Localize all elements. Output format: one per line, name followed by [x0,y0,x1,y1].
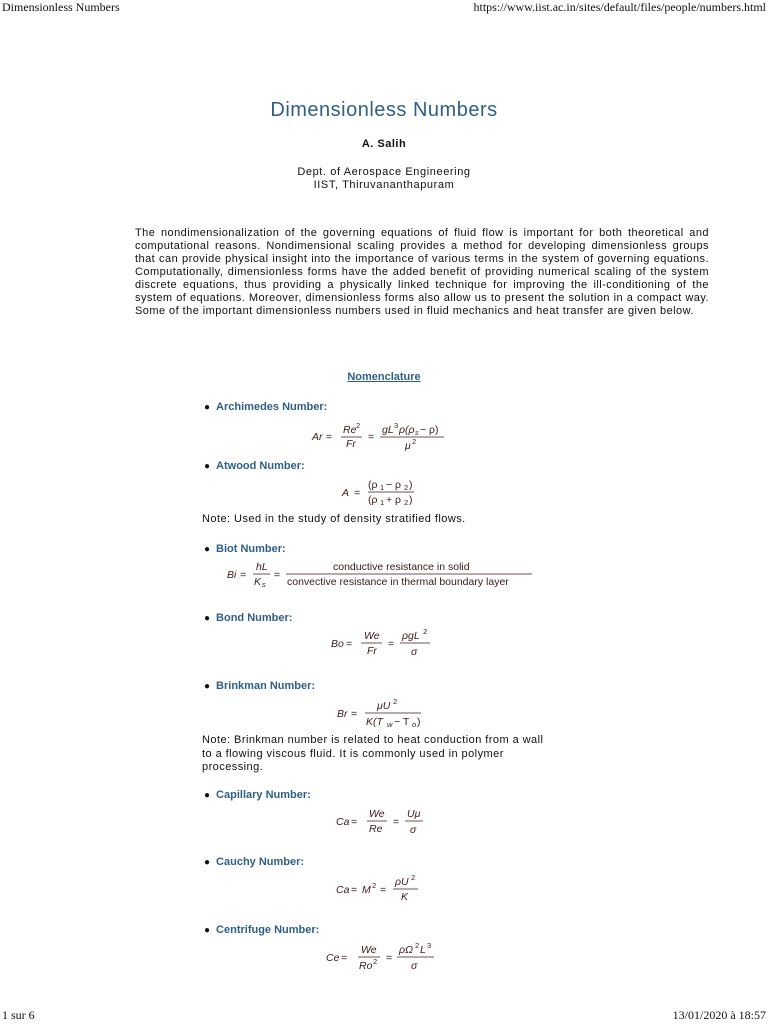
svg-text:2: 2 [372,881,377,890]
svg-text:− ρ): − ρ) [420,424,439,436]
bullet-icon: ● [204,402,211,413]
svg-text:ρ(ρ: ρ(ρ [399,424,415,436]
item-label: Centrifuge Number: [216,924,320,936]
bullet-icon: ● [204,925,211,936]
bullet-icon: ● [204,461,211,472]
list-item-atwood [204,460,305,472]
item-label: Biot Number: [216,543,286,555]
svg-text:M: M [362,884,371,896]
equation-atwood [338,476,428,515]
svg-text:Ro: Ro [359,960,373,972]
list-item-biot [204,543,286,555]
svg-text:hL: hL [256,561,268,573]
equation-capillary [331,806,431,843]
intro-paragraph: The nondimensionalization of the governing equations of fluid flow is important for both theoretical and computational reasons. Nondimensional scaling provides a method for developing dimensionless groups that can provide physical insight into the importance of various terms in the system of governing equations. Computationally, dimensionless forms have the added benefit of providing numerical scaling of the system discrete equations, thus providing a physically linked technique for improving the ill-conditioning of the system of equations. Moreover, dimensionless forms also allow us to present the solution in a compact way. Some of the important dimensionless numbers used in fluid mechanics and heat transfer are given below. [135,227,709,317]
svg-text:): ) [417,716,421,728]
svg-text:=: = [368,431,375,443]
bullet-icon: ● [204,544,211,555]
svg-text:Ce: Ce [326,952,340,964]
svg-text:Fr: Fr [367,645,377,657]
svg-text:=: = [326,431,333,443]
svg-text:A: A [342,487,350,499]
note-atwood: Note: Used in the study of density stratified flows. [202,513,466,525]
svg-text:σ: σ [411,646,418,658]
bullet-icon: ● [204,613,211,624]
svg-text:=: = [346,638,353,650]
svg-text:2: 2 [415,941,420,950]
svg-text:μ: μ [405,440,411,452]
svg-text:=: = [274,569,281,581]
bullet-icon: ● [204,681,211,692]
list-item-centrifuge [204,924,319,936]
svg-text:(ρ: (ρ [368,479,378,491]
svg-text:Re: Re [369,823,383,835]
list-item-brinkman [204,680,315,692]
svg-text:=: = [388,638,395,650]
svg-text:w: w [387,720,393,729]
svg-text:=: = [351,708,358,720]
note-brinkman: Note: Brinkman number is related to heat conduction from a wall to a flowing viscous fluid. It is commonly used in polymer processing. [202,734,544,773]
equation-brinkman [333,696,433,735]
svg-text:ρU: ρU [395,876,409,888]
nomenclature-link[interactable]: Nomenclature [347,371,421,383]
svg-text:2: 2 [412,437,417,446]
print-footer-date: 13/01/2020 à 18:57 [672,1008,766,1022]
svg-text:2: 2 [404,483,409,492]
svg-text:2: 2 [411,873,416,882]
svg-text:K(T: K(T [366,716,383,728]
svg-text:2: 2 [404,498,409,507]
equation-cauchy [335,872,435,911]
item-label: Atwood Number: [216,460,305,472]
print-footer-page: 1 sur 6 [2,1008,35,1022]
svg-text:We: We [364,630,380,642]
svg-text:3: 3 [394,421,399,430]
author: A. Salih [361,138,407,150]
svg-text:2: 2 [393,697,398,706]
svg-text:Br: Br [337,708,348,720]
svg-text:Fr: Fr [346,438,356,450]
svg-text:=: = [354,487,361,499]
svg-text:Bi: Bi [227,569,237,581]
svg-text:− T: − T [394,716,410,728]
print-header-title: Dimensionless Numbers [2,0,120,14]
equation-centrifuge [322,940,452,979]
svg-text:Re: Re [343,424,357,436]
bullet-icon: ● [204,790,211,801]
svg-text:Ca: Ca [336,884,350,896]
equation-archimedes [306,418,456,461]
page-title: Dimensionless Numbers [270,99,498,121]
svg-text:ρΩ: ρΩ [399,944,414,956]
svg-text:1: 1 [380,498,385,507]
item-label: Cauchy Number: [216,856,305,868]
print-header-url: https://www.iist.ac.in/sites/default/files/people/numbers.html [473,0,766,14]
svg-text:K: K [254,576,262,588]
svg-text:3: 3 [427,941,432,950]
list-item-capillary [204,789,311,801]
svg-text:(ρ: (ρ [368,494,378,506]
biot-denominator: convective resistance in thermal boundary layer [287,576,509,588]
svg-text:1: 1 [380,483,385,492]
svg-text:Ca: Ca [336,816,350,828]
svg-text:L: L [420,944,426,956]
svg-text:s: s [415,428,419,437]
svg-text:): ) [409,479,413,491]
svg-text:=: = [351,816,358,828]
svg-text:gL: gL [382,424,394,436]
svg-text:ρgL: ρgL [402,630,420,642]
svg-text:− ρ: − ρ [386,479,402,491]
list-item-bond [204,612,292,624]
list-item-archimedes [204,401,327,413]
svg-text:s: s [262,580,266,589]
svg-text:=: = [351,884,358,896]
svg-text:σ: σ [411,960,418,972]
svg-text:o: o [412,720,417,729]
svg-text:Ar: Ar [312,431,323,443]
item-label: Capillary Number: [216,789,311,801]
item-label: Bond Number: [216,612,293,624]
svg-text:2: 2 [373,957,378,966]
svg-text:σ: σ [410,824,417,836]
svg-text:+ ρ: + ρ [386,494,402,506]
svg-text:=: = [341,952,348,964]
svg-text:=: = [380,884,387,896]
svg-text:Bo: Bo [331,638,344,650]
svg-text:Uμ: Uμ [407,808,421,820]
svg-text:We: We [369,808,385,820]
bullet-icon: ● [204,857,211,868]
svg-text:): ) [409,494,413,506]
svg-text:We: We [361,944,377,956]
affiliation [0,166,768,192]
equation-biot [222,558,542,595]
svg-text:K: K [401,891,409,903]
biot-numerator: conductive resistance in solid [333,561,470,573]
svg-text:=: = [240,569,247,581]
institute: IIST, Thiruvananthapuram [313,179,455,191]
svg-text:μU: μU [377,700,391,712]
svg-text:=: = [386,952,393,964]
svg-text:=: = [393,816,400,828]
department: Dept. of Aerospace Engineering [297,166,471,178]
item-label: Archimedes Number: [216,401,328,413]
svg-text:2: 2 [423,627,428,636]
list-item-cauchy [204,856,304,868]
svg-text:2: 2 [356,421,361,430]
item-label: Brinkman Number: [216,680,316,692]
equation-bond [326,626,446,665]
